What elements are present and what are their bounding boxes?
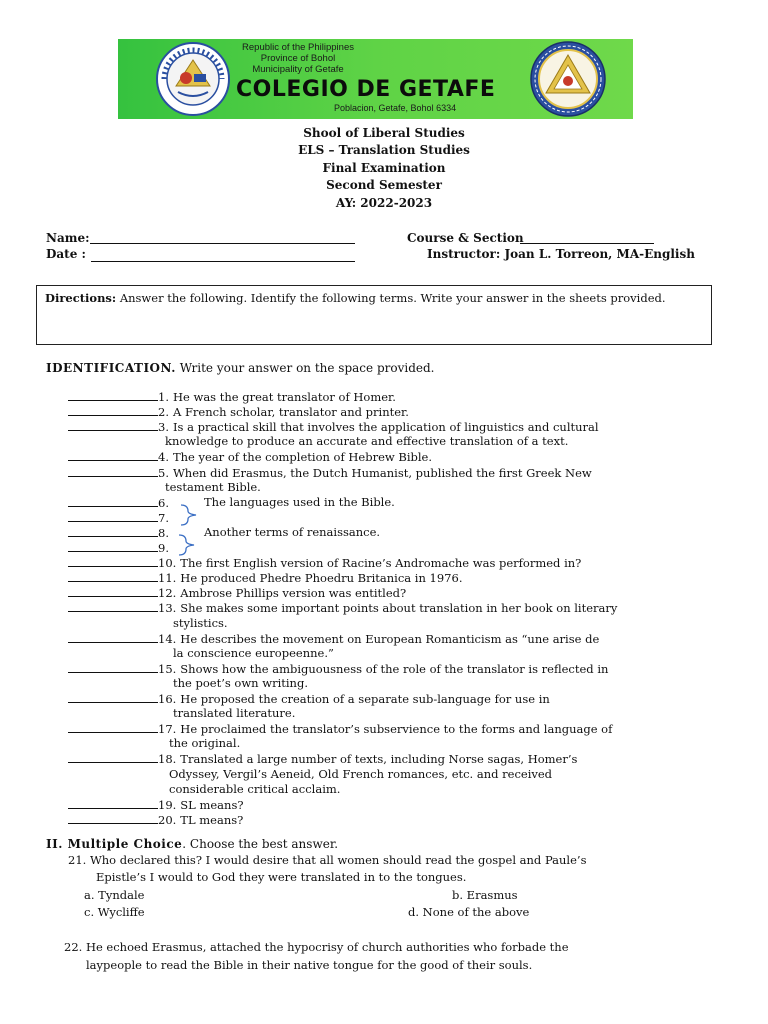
item-number: 1. — [158, 390, 169, 404]
instructor-label: Instructor: Joan L. Torreon, MA-English — [427, 247, 695, 261]
item-number: 13. — [158, 601, 177, 616]
question-21-line2: Epistle’s I would to God they were translated in to the tongues. — [96, 870, 467, 884]
identification-item — [68, 721, 612, 737]
item-text-continued: considerable critical acclaim. — [169, 781, 341, 796]
gov-line-province: Province of Bohol — [260, 53, 336, 64]
identification-heading — [46, 361, 434, 375]
identification-item — [68, 812, 243, 828]
item-text-continued: the poet’s own writing. — [173, 675, 308, 690]
identification-item — [68, 404, 409, 420]
item-number: 15. — [158, 661, 177, 676]
item-text-continued: knowledge to produce an accurate and effective translation of a text. — [165, 434, 569, 449]
item-text-continued: translated literature. — [173, 706, 296, 721]
school-banner — [118, 39, 633, 119]
item-text: A French scholar, translator and printer. — [172, 405, 409, 420]
item-number: 10. — [158, 556, 177, 571]
choice-c[interactable]: c. Wycliffe — [84, 905, 145, 919]
identification-item — [68, 540, 173, 556]
header-academic-year: AY: 2022-2023 — [335, 196, 433, 210]
item-text: Shows how the ambiguousness of the role of the translator is reflected in — [180, 661, 609, 676]
header-semester: Second Semester — [326, 178, 442, 192]
answer-blank[interactable] — [68, 812, 158, 824]
item-number: 11. — [158, 571, 177, 586]
item-text-continued: testament Bible. — [165, 479, 261, 494]
item-text: The year of the completion of Hebrew Bible. — [172, 450, 433, 465]
answer-blank[interactable] — [68, 661, 158, 673]
item-text: He was the great translator of Homer. — [172, 390, 396, 404]
multiple-choice-title: II. Multiple Choice — [46, 837, 183, 851]
identification-item — [68, 585, 406, 601]
identification-item — [68, 661, 608, 677]
question-22-line1: 22. He echoed Erasmus, attached the hypocrisy of church authorities who forbade the — [64, 940, 569, 954]
item-number: 12. — [158, 586, 177, 601]
gov-line-municipality: Municipality of Getafe — [252, 64, 344, 75]
item-text: The first English version of Racine’s Andromache was performed in? — [180, 556, 582, 571]
identification-title: IDENTIFICATION. — [46, 361, 176, 375]
item-text-continued: stylistics. — [173, 615, 228, 630]
answer-blank[interactable] — [68, 631, 158, 643]
bracket-icon — [178, 503, 200, 527]
answer-blank[interactable] — [68, 389, 158, 401]
item-number: 20. — [158, 812, 177, 827]
item-number: 6. — [158, 495, 169, 510]
item-text: She makes some important points about translation in her book on literary — [180, 601, 618, 616]
choice-a[interactable]: a. Tyndale — [84, 888, 145, 902]
item-number: 7. — [158, 510, 169, 525]
item-number: 19. — [158, 797, 177, 812]
item-number: 18. — [158, 752, 177, 767]
multiple-choice-instruction: . Choose the best answer. — [182, 837, 339, 851]
identification-item — [68, 510, 173, 526]
header-school: Shool of Liberal Studies — [303, 126, 465, 140]
identification-item — [68, 465, 592, 481]
directions — [45, 291, 666, 305]
identification-item — [68, 631, 599, 647]
item-number: 9. — [158, 541, 169, 555]
bracket-icon — [176, 533, 198, 557]
answer-blank[interactable] — [68, 585, 158, 597]
item-number: 14. — [158, 631, 177, 646]
answer-blank[interactable] — [68, 721, 158, 733]
answer-blank[interactable] — [68, 449, 158, 461]
identification-item — [68, 494, 395, 511]
identification-instruction: Write your answer on the space provided. — [179, 361, 435, 375]
item-text: He proclaimed the translator’s subservience to the forms and language of — [180, 722, 613, 737]
item-text: He produced Phedre Phoedru Britanica in 1976. — [180, 571, 463, 586]
answer-blank[interactable] — [68, 570, 158, 582]
item-number: 16. — [158, 692, 177, 706]
answer-blank[interactable] — [68, 525, 158, 537]
answer-blank[interactable] — [68, 555, 158, 567]
directions-text: Answer the following. Identify the following terms. Write your answer in the sheets provided. — [119, 291, 666, 305]
header-course: ELS – Translation Studies — [298, 143, 470, 157]
item-number: 3. — [158, 420, 169, 435]
item-number: 4. — [158, 450, 169, 465]
multiple-choice-heading — [46, 837, 338, 851]
date-field[interactable] — [91, 261, 355, 262]
item-text: He describes the movement on European Romanticism as “une arise de — [180, 631, 600, 646]
answer-blank[interactable] — [68, 797, 158, 809]
date-label: Date : — [46, 247, 86, 261]
item-text: Translated a large number of texts, including Norse sagas, Homer’s — [180, 752, 578, 767]
answer-blank[interactable] — [68, 540, 158, 552]
identification-item — [68, 389, 396, 405]
choice-b[interactable]: b. Erasmus — [452, 888, 518, 902]
identification-item — [68, 449, 432, 465]
directions-label: Directions: — [45, 291, 117, 305]
choice-d[interactable]: d. None of the above — [408, 905, 530, 919]
item-text-continued: la conscience europeenne.” — [173, 645, 334, 660]
identification-item — [68, 797, 244, 813]
question-21-line1: 21. Who declared this? I would desire that all women should read the gospel and Paule’s — [68, 853, 587, 867]
answer-blank[interactable] — [68, 404, 158, 416]
item-text: When did Erasmus, the Dutch Humanist, published the first Greek New — [172, 465, 592, 480]
identification-item — [68, 600, 617, 616]
identification-item — [68, 751, 577, 767]
answer-blank[interactable] — [68, 691, 158, 703]
answer-blank[interactable] — [68, 600, 158, 612]
identification-item — [68, 419, 599, 435]
college-seal-icon — [530, 41, 606, 117]
answer-blank[interactable] — [68, 419, 158, 431]
item-text: TL means? — [180, 812, 244, 827]
name-field[interactable] — [90, 243, 355, 244]
item-text: Ambrose Phillips version was entitled? — [180, 586, 407, 601]
header-exam-type: Final Examination — [322, 161, 446, 175]
answer-blank[interactable] — [68, 465, 158, 477]
item-text: SL means? — [180, 797, 244, 812]
item-number: 5. — [158, 465, 169, 480]
answer-blank[interactable] — [68, 751, 158, 763]
name-label: Name: — [46, 231, 90, 245]
directions-box — [36, 285, 712, 345]
answer-blank[interactable] — [68, 495, 158, 507]
item-text-continued: Odyssey, Vergil’s Aeneid, Old French romances, etc. and received — [169, 766, 553, 781]
school-name: COLEGIO DE GETAFE — [236, 77, 496, 102]
item-number: 17. — [158, 722, 177, 737]
identification-item — [68, 524, 381, 541]
answer-blank[interactable] — [68, 510, 158, 522]
item-number: 2. — [158, 405, 169, 420]
gov-line-republic: Republic of the Philippines — [242, 42, 354, 53]
identification-item — [68, 691, 550, 707]
item-text-continued: the original. — [169, 736, 241, 751]
question-22-line2: laypeople to read the Bible in their native tongue for the good of their souls. — [86, 958, 533, 972]
item-number: 8. — [158, 525, 169, 540]
course-section-field[interactable] — [520, 243, 654, 244]
item-text: Another terms of renaissance. — [204, 524, 381, 539]
identification-item — [68, 570, 462, 586]
school-address: Poblacion, Getafe, Bohol 6334 — [334, 103, 457, 113]
item-text: The languages used in the Bible. — [204, 494, 395, 509]
identification-item — [68, 555, 581, 571]
item-text: He proposed the creation of a separate sub-language for use in — [180, 692, 550, 706]
course-section-label: Course & Section — [407, 231, 524, 245]
item-text: Is a practical skill that involves the application of linguistics and cultural — [172, 420, 599, 435]
